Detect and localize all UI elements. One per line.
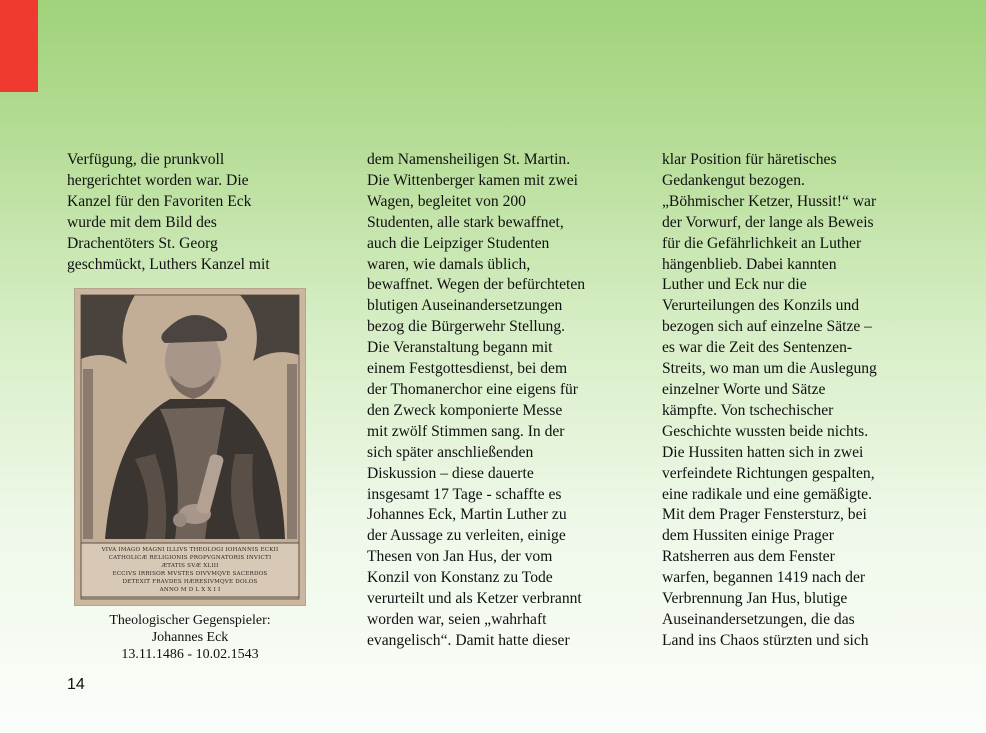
figure-caption [75,612,305,663]
inscription-line: DETEXIT FRAVDES HÆRESIVMQVE DOLOS [122,579,258,585]
portrait-engraving [75,289,305,605]
caption-line: 13.11.1486 - 10.02.1543 [121,647,259,662]
inscription-line: ECCIVS IRRISOR MVSTES DIVVMQVE SACERDOS [112,571,268,577]
caption-line: Theologischer Gegenspieler: [109,613,271,628]
text-column-1: Verfügung, die prunkvoll hergerichtet worden war. Die Kanzel für den Favoriten Eck wurde mit dem Bild des Drachentöters St. Georg geschmückt, Luthers Kanzel mit [67,151,270,273]
text-column-3: klar Position für häretisches Gedankengut bezogen. „Böhmischer Ketzer, Hussit!“ war der Vorwurf, der lange als Beweis für die Gefährlichkeit an Luther hängenblieb. Dabei kannten Luther und Eck nur die Verurteilungen des Konzils und bezogen sich auf einzelne Sätze – es war die Zeit des Sentenzen- Streits, wo man um die Auslegung einzelner Worte und Sätze kämpfte. Von tschechischer Geschichte wussten beide nichts. Die Hussiten hatten sich in zwei verfeindete Richtungen gespalten, eine radikale und eine gemäßigte. Mit dem Prager Fenstersturz, bei dem Hussiten einige Prager Ratsherren aus dem Fenster warfen, begannen 1419 nach der Verbrennung Jan Hus, blutige Auseinandersetzungen, die das Land ins Chaos stürzten und sich [662,151,877,649]
text-column-2: dem Namensheiligen St. Martin. Die Wittenberger kamen mit zwei Wagen, begleitet von 200 Studenten, alle stark bewaffnet, auch die Leipziger Studenten waren, wie damals üblich, bewaffnet. Wegen der befürchteten blutigen Auseinandersetzungen bezog die Bürgerwehr Stellung. Die Veranstaltung begann mit einem Festgottesdienst, bei dem der Thomanerchor eine eigens für den Zweck komponierte Messe mit zwölf Stimmen sang. In der sich später anschließenden Diskussion – diese dauerte insgesamt 17 Tage - schaffte es Johannes Eck, Martin Luther zu der Aussage zu verleiten, einige Thesen von Jan Hus, der vom Konzil von Konstanz zu Tode verurteilt und als Ketzer verbrannt worden war, seien „wahrhaft evangelisch“. Damit hatte dieser [367,151,586,649]
portrait-inscription [85,546,295,594]
page-number: 14 [67,676,85,693]
inscription-line: VIVA IMAGO MAGNI ILLIVS THEOLOGI IOHANNIS ECKII [101,547,279,553]
inscription-line: ÆTATIS SVÆ XLIII [161,563,219,569]
chapter-tab [0,0,38,92]
caption-line: Johannes Eck [151,630,229,645]
inscription-line: ANNO M D L X X I I [159,587,221,593]
inscription-line: CATHOLICÆ RELIGIONIS PROPVGNATORIS INVICTI [108,555,272,561]
